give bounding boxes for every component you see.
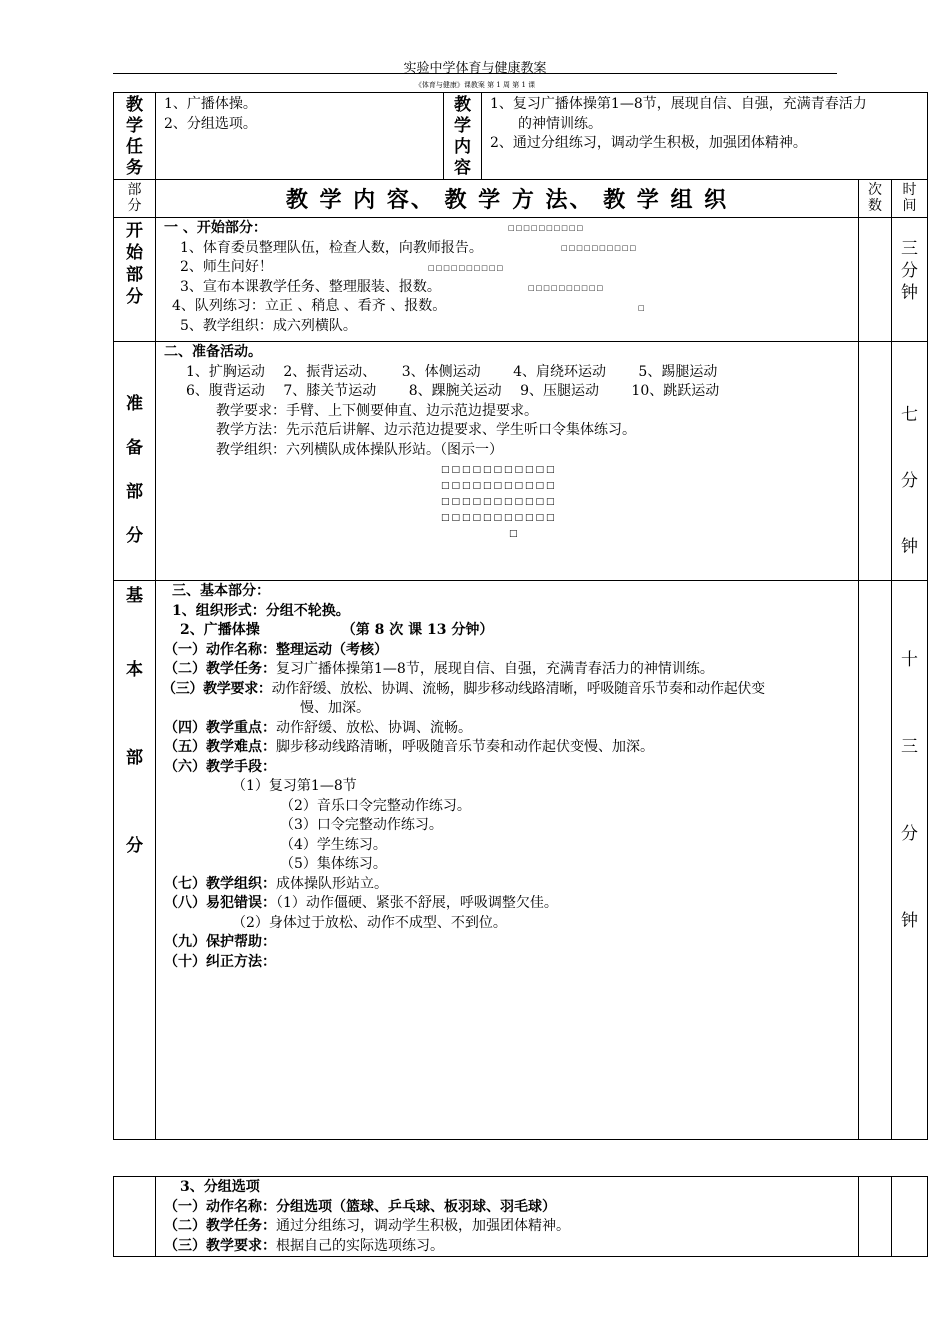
lesson-plan-table-continued (113, 1176, 928, 1257)
basic-count (859, 581, 892, 1140)
start-label: 开 始 部 分 (114, 218, 156, 342)
task-items (156, 93, 444, 180)
task-item: 2、分组选项。 (164, 115, 257, 132)
basic-content (156, 581, 859, 1140)
col-main: 教 学 内 容、 教 学 方 法、 教 学 组 织 (156, 180, 859, 218)
formation-row: □ (509, 529, 520, 539)
page-title: 实验中学体育与健康教案 (403, 61, 547, 76)
task-item: 1、广播体操。 (164, 96, 257, 112)
prep-content (156, 342, 859, 581)
formation-row: □□□□□□□□□□□ (441, 513, 557, 523)
means-item: （4）学生练习。 (280, 836, 387, 853)
field-action-name: （一）动作名称：整理运动（考核） (164, 641, 388, 658)
start-item: 3、宣布本课教学任务、整理服装、报数。 (180, 278, 441, 295)
basic-time: 十 三 分 钟 (892, 581, 928, 1140)
start-content (156, 218, 859, 342)
basic-sub-heading: 2、广播体操 （第 8 次 课 13 分钟） (180, 622, 494, 638)
col-count: 次 数 (859, 180, 892, 218)
formation-row: □□□□□□□□□□□ (441, 465, 557, 475)
prep-exercises-2: 6、腹背运动 7、膝关节运动 8、踝腕关运动 9、压腿运动 10、跳跃运动 (186, 383, 720, 399)
cont-part-cell (114, 1177, 156, 1257)
start-heading: 一 、开始部分： (164, 220, 267, 236)
formation-row: □□□□□□□□□□□ (441, 497, 557, 507)
field-task: （二）教学任务：复习广播体操第1—8节，展现自信、自强，充满青春活力的神情训练。 (164, 661, 714, 677)
basic-org-form: 1、组织形式：分组不轮换。 (172, 602, 350, 619)
field-protection: （九）保护帮助： (164, 934, 276, 950)
start-item: 4、队列练习：立正 、稍息 、看齐 、报数。 (172, 298, 447, 314)
group-requirement: （三）教学要求：根据自己的实际选项练习。 (164, 1237, 444, 1254)
field-organization: （七）教学组织：成体操队形站立。 (164, 875, 388, 892)
group-content (156, 1177, 859, 1257)
formation-mark: □ (638, 304, 646, 312)
basic-heading: 三、基本部分： (172, 583, 270, 599)
field-requirement: （三）教学要求：动作舒缓、放松、协调、流畅，脚步移动线路清晰，呼吸随音乐节奏和动作起伏变 (162, 680, 765, 697)
start-time: 三 分 钟 (892, 218, 928, 342)
cont-count-cell (859, 1177, 892, 1257)
task-label: 教 学 任 务 (114, 93, 156, 180)
formation-mark: □□□□□□□□□□ (428, 264, 505, 272)
prep-label: 准 备 部 分 (114, 342, 156, 581)
field-requirement-cont: 慢、加深。 (300, 700, 370, 716)
prep-exercises-1: 1、扩胸运动 2、振背运动、 3、体侧运动 4、肩绕环运动 5、踢腿运动 (186, 363, 718, 380)
col-part: 部 分 (114, 180, 156, 218)
lesson-plan-table (113, 92, 928, 1140)
means-item: （1）复习第1—8节 (232, 778, 357, 794)
group-heading: 3、分组选项 (180, 1179, 260, 1195)
page-subtitle: 《体育与健康》课教案 第 1 周 第 1 课 (414, 81, 536, 89)
prep-organization: 教学组织：六列横队成体操队形站。（图示一） (216, 441, 503, 458)
col-time: 时 间 (892, 180, 928, 218)
field-errors-cont: （2）身体过于放松、动作不成型、不到位。 (232, 914, 507, 931)
means-item: （5）集体练习。 (280, 856, 387, 872)
content-item: 1、复习广播体操第1—8节，展现自信、自强，充满青春活力 (490, 96, 867, 112)
header-rule (113, 73, 837, 74)
formation-row: □□□□□□□□□□□ (441, 481, 557, 491)
prep-count (859, 342, 892, 581)
field-means: （六）教学手段： (164, 758, 276, 775)
start-item: 1、体育委员整理队伍，检查人数，向教师报告。 (180, 239, 483, 256)
start-item: 2、师生问好！ (180, 259, 273, 275)
cont-time-cell (892, 1177, 928, 1257)
group-task: （二）教学任务：通过分组练习，调动学生积极，加强团体精神。 (164, 1218, 570, 1234)
field-key-point: （四）教学重点：动作舒缓、放松、协调、流畅。 (164, 719, 472, 736)
field-correction: （十）纠正方法： (164, 953, 276, 970)
means-item: （2）音乐口令完整动作练习。 (280, 797, 471, 814)
field-errors: （八）易犯错误：（1）动作僵硬、紧张不舒展，呼吸调整欠佳。 (164, 895, 558, 911)
start-count (859, 218, 892, 342)
start-item: 5、教学组织：成六列横队。 (180, 317, 357, 334)
formation-mark: □□□□□□□□□□ (561, 244, 638, 252)
formation-mark: □□□□□□□□□□ (528, 284, 605, 292)
formation-diagram (164, 462, 858, 542)
prep-method: 教学方法：先示范后讲解、边示范边提要求、学生听口令集体练习。 (216, 422, 636, 438)
means-item: （3）口令完整动作练习。 (280, 817, 443, 833)
formation-mark: □□□□□□□□□□ (508, 224, 585, 232)
group-action-name: （一）动作名称：分组选项（篮球、乒乓球、板羽球、羽毛球） (164, 1198, 556, 1215)
prep-requirement: 教学要求：手臂、上下侧要伸直、边示范边提要求。 (216, 402, 538, 419)
content-item: 2、通过分组练习，调动学生积极，加强团体精神。 (490, 135, 807, 151)
content-item: 的神情训练。 (518, 115, 602, 132)
prep-time: 七 分 钟 (892, 342, 928, 581)
content-label: 教 学 内 容 (444, 93, 482, 180)
prep-heading: 二、准备活动。 (164, 344, 262, 360)
content-items (482, 93, 928, 180)
basic-label: 基 本 部 分 (114, 581, 156, 1140)
field-difficulty: （五）教学难点：脚步移动线路清晰，呼吸随音乐节奏和动作起伏变慢、加深。 (164, 739, 654, 755)
